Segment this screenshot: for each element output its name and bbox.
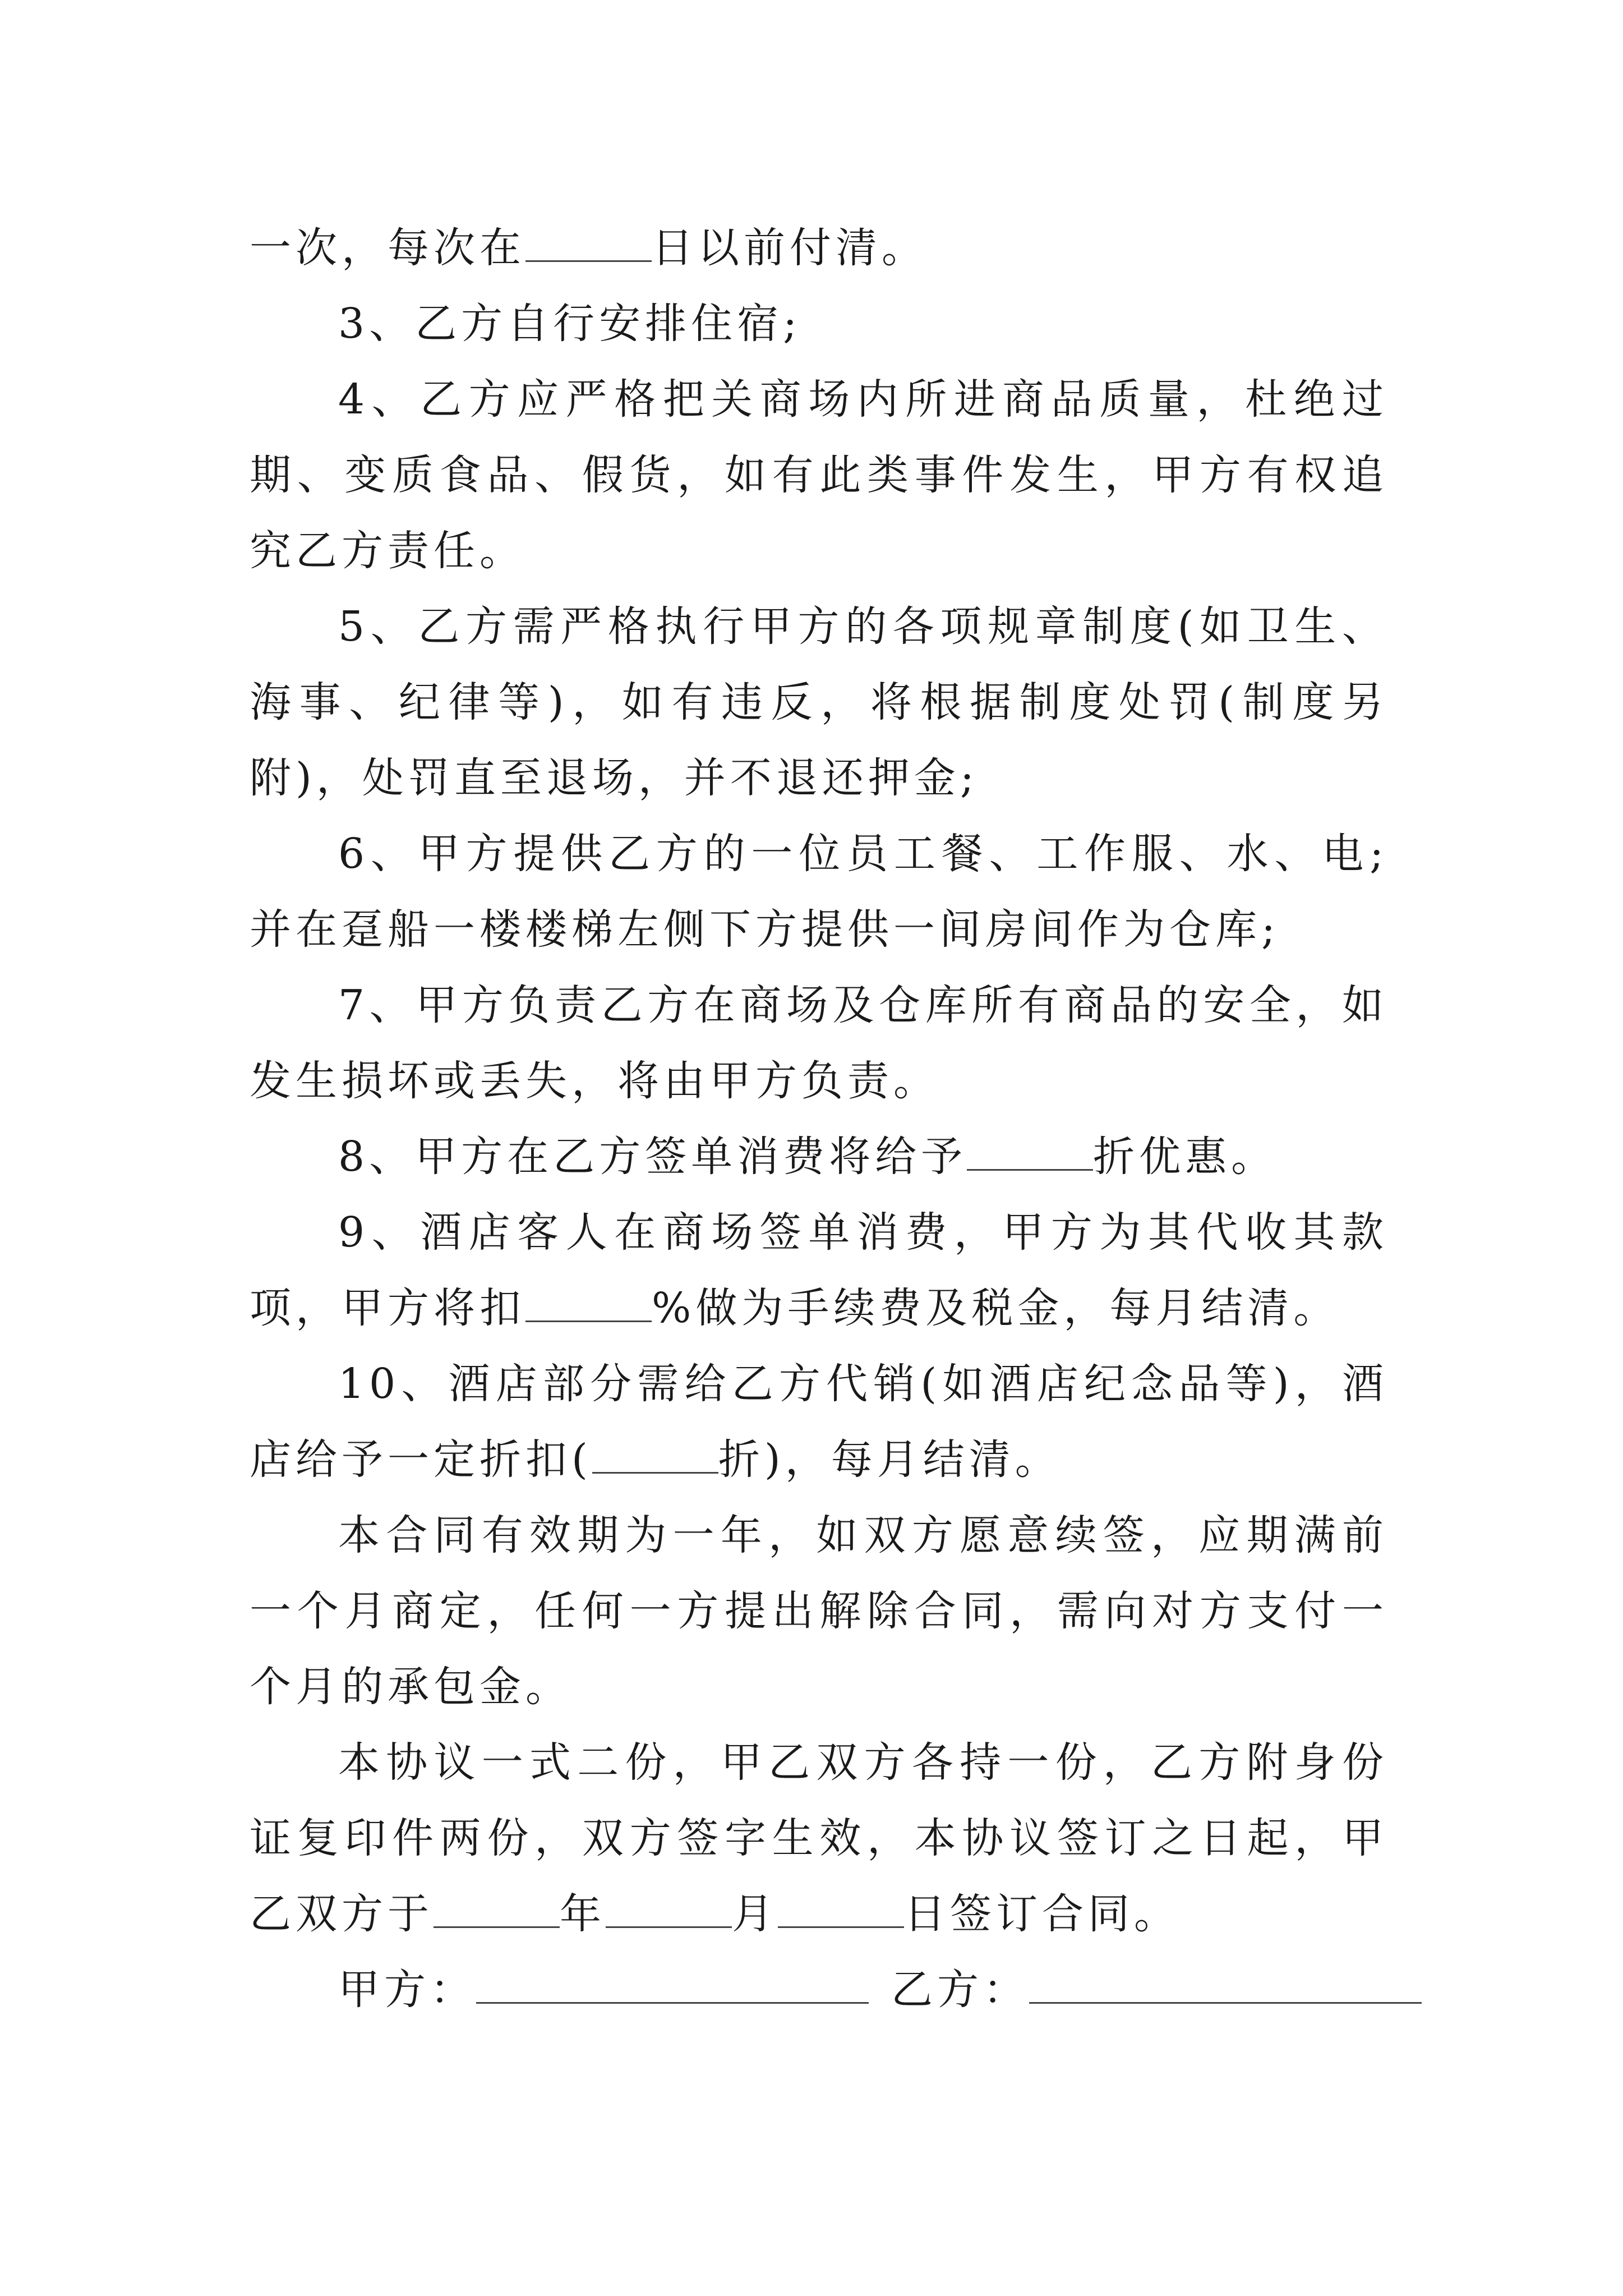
contract-page xyxy=(250,210,1388,2028)
year-blank[interactable] xyxy=(434,1892,560,1928)
party-b-signature-line[interactable] xyxy=(1029,1967,1422,2004)
clause-4: 4、乙方应严格把关商场内所进商品质量，杜绝过期、变质食品、假货，如有此类事件发生，甲方有权追究乙方责任。 xyxy=(250,375,1388,575)
clause-9 xyxy=(250,1195,1388,1346)
clause-10 xyxy=(250,1346,1388,1498)
paragraph-payment xyxy=(250,210,1388,286)
clause-7: 7、甲方负责乙方在商场及仓库所有商品的安全，如发生损坏或丢失，将由甲方负责。 xyxy=(250,981,1388,1105)
month-label: 月 xyxy=(732,1890,778,1938)
clause-3: 3、乙方自行安排住宿; xyxy=(338,300,802,348)
clause-8 xyxy=(250,1119,1388,1195)
clause-9-text-2: %做为手续费及税金，每月结清。 xyxy=(652,1284,1340,1332)
year-label: 年 xyxy=(560,1890,606,1938)
payment-text-2: 日以前付清。 xyxy=(652,224,928,272)
discount-blank[interactable] xyxy=(967,1134,1093,1171)
payment-text-1: 一次，每次在 xyxy=(250,224,525,272)
clause-9-text-1: 9、酒店客人在商场签单消费，甲方为其代收其款项，甲方将扣 xyxy=(250,1208,1388,1332)
party-b-label: 乙方： xyxy=(891,1966,1029,2014)
clause-10-text-1: 10、酒店部分需给乙方代销(如酒店纪念品等)，酒店给予一定折扣( xyxy=(250,1360,1388,1484)
clause-6: 6、甲方提供乙方的一位员工餐、工作服、水、电;并在趸船一楼楼梯左侧下方提供一间房间作为仓库; xyxy=(250,830,1388,954)
copies-text: 本协议一式二份，甲乙双方各持一份，乙方附身份证复印件两份，双方签字生效，本协议签订之日起，甲乙双方于 xyxy=(250,1738,1388,1938)
signature-row xyxy=(250,1952,1388,2028)
clause-10-text-2: 折)，每月结清。 xyxy=(718,1435,1061,1484)
party-a-label: 甲方： xyxy=(338,1966,476,2014)
copies-clause xyxy=(250,1725,1388,1952)
consign-discount-blank[interactable] xyxy=(592,1437,718,1474)
clause-8-text-2: 折优惠。 xyxy=(1093,1133,1278,1181)
clause-5: 5、乙方需严格执行甲方的各项规章制度(如卫生、海事、纪律等)，如有违反，将根据制度处罚(制度另附)，处罚直至退场，并不退还押金; xyxy=(250,602,1388,802)
validity-clause: 本合同有效期为一年，如双方愿意续签，应期满前一个月商定，任何一方提出解除合同，需向对方支付一个月的承包金。 xyxy=(250,1511,1388,1711)
payment-day-blank[interactable] xyxy=(525,226,652,262)
fee-percent-blank[interactable] xyxy=(525,1286,652,1322)
day-blank[interactable] xyxy=(778,1892,904,1928)
party-a-signature-line[interactable] xyxy=(476,1967,869,2004)
day-label: 日签订合同。 xyxy=(904,1890,1180,1938)
clause-8-text-1: 8、甲方在乙方签单消费将给予 xyxy=(338,1133,967,1181)
month-blank[interactable] xyxy=(606,1892,732,1928)
